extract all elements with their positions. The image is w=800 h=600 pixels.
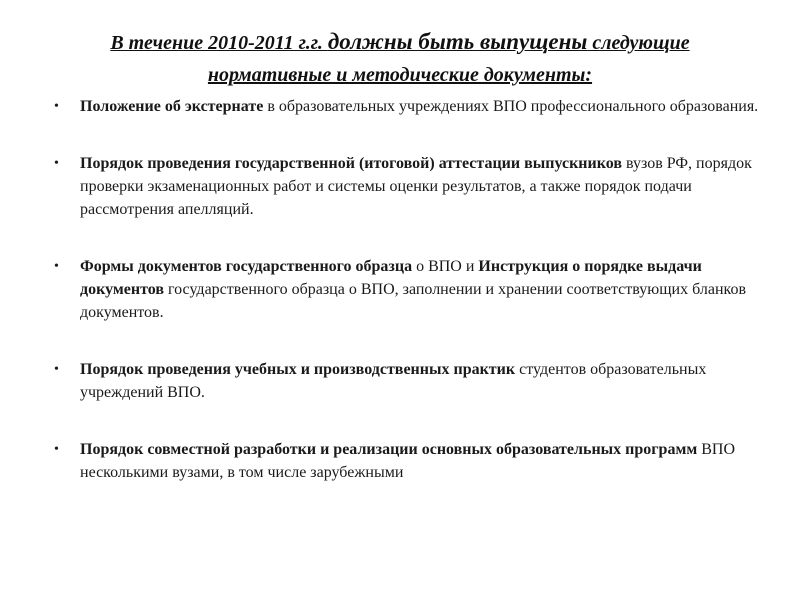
item-text: государственного образца о ВПО, заполнении и хранении соответствующих бланков документов. [80,281,747,321]
list-item [50,152,770,221]
item-text: в образовательных учреждениях ВПО профессионального образования. [263,98,759,115]
item-bold-text: Инструкция о порядке выдачи документов [80,258,702,298]
list-item [50,358,770,404]
documents-list [50,95,770,518]
item-text: студентов образовательных учреждений ВПО. [80,361,707,401]
list-item [50,95,770,118]
item-text: о ВПО и [412,258,479,275]
item-text: ВПО несколькими вузами, в том числе зарубежными [80,441,736,481]
item-text: вузов РФ, порядок проверки экзаменационных работ и системы оценки результатов, а также порядок подачи рассмотрения апелляций. [80,155,752,218]
slide-title [40,26,760,91]
item-bold-text: Положение об экстернате [80,98,264,115]
title-line-1 [40,26,760,60]
title-text-end: следующие [587,32,690,54]
bullet-icon: • [54,259,59,274]
title-line-2: нормативные и методические документы: [207,64,593,86]
bullet-icon: • [54,156,59,171]
title-text-start: В течение 2010-2011 г.г. [110,32,328,54]
title-text-emphasis: должны быть выпущены [327,29,588,54]
bullet-icon: • [54,99,59,114]
bullet-icon: • [54,442,59,457]
item-bold-text: Порядок проведения учебных и производственных практик [80,361,516,378]
list-item [50,255,770,324]
bullet-icon: • [54,362,59,377]
list-item [50,438,770,484]
item-bold-text: Порядок совместной разработки и реализации основных образовательных программ [80,441,698,458]
item-bold-text: Порядок проведения государственной (итоговой) аттестации выпускников [80,155,622,172]
item-bold-text: Формы документов государственного образца [80,258,413,275]
